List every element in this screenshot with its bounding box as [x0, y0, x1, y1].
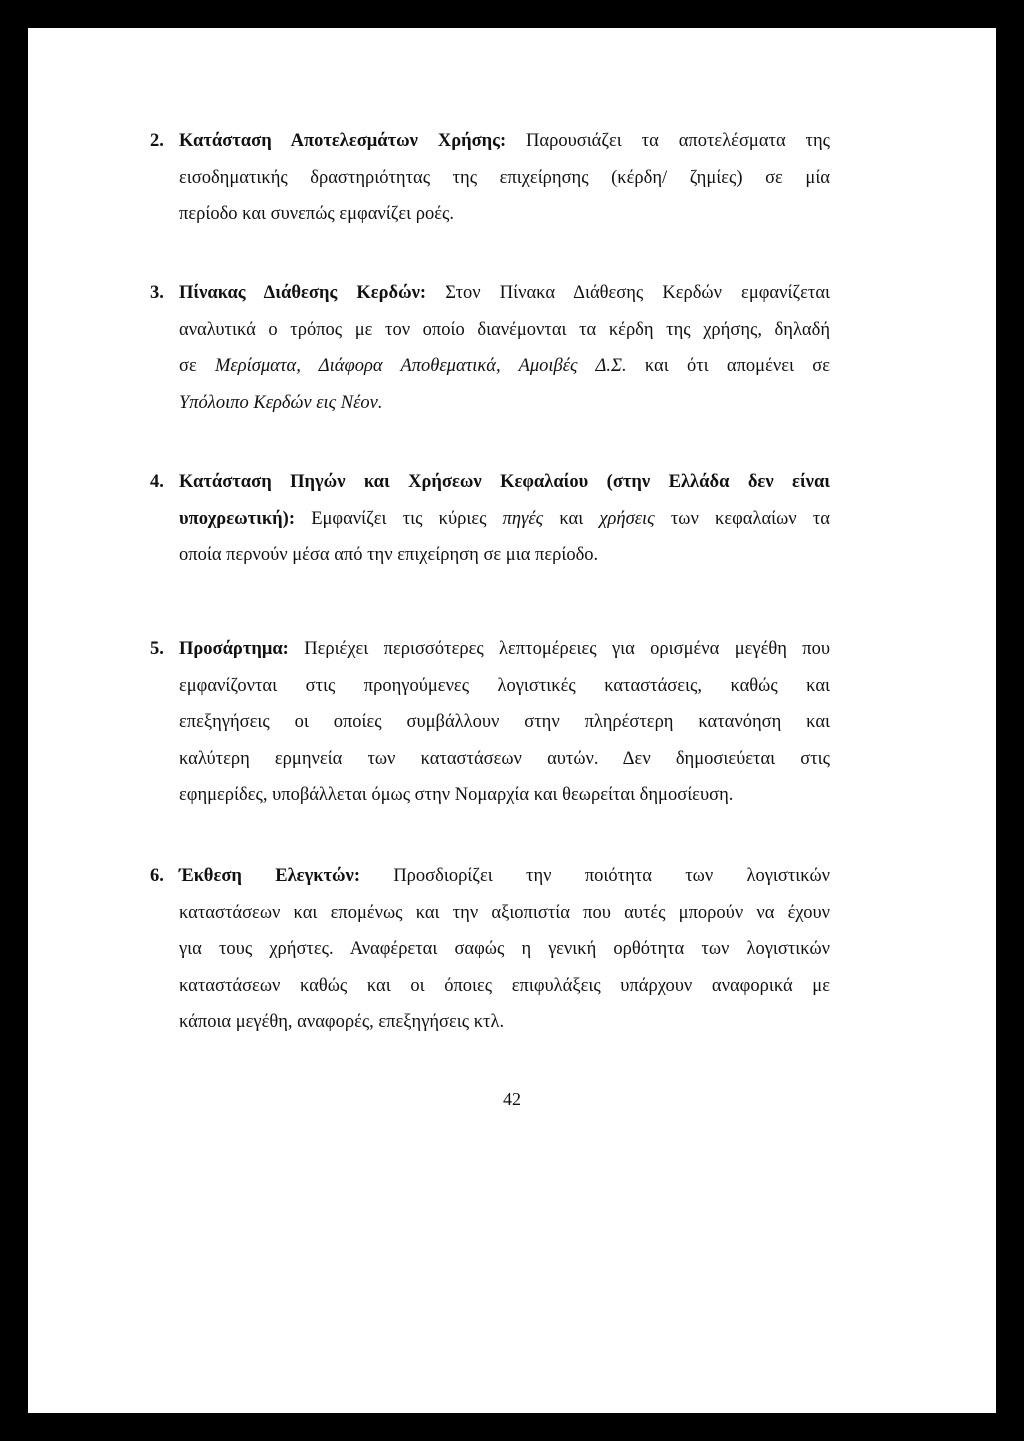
item-number: 6.: [150, 866, 164, 886]
line-text: σε: [179, 356, 216, 377]
line: [150, 631, 830, 668]
page-number: 42: [503, 1089, 521, 1109]
item-number: 3.: [150, 283, 164, 303]
document-page: [28, 28, 996, 1413]
item-text: Προσδιορίζει την ποιότητα των λογιστικών: [359, 866, 830, 886]
line: [150, 858, 830, 895]
line: για τους χρήστες. Αναφέρεται σαφώς η γενική ορθότητα των λογιστικών: [179, 939, 830, 960]
italic-text: πηγές: [502, 508, 544, 529]
item-heading: υποχρεωτική):: [179, 508, 295, 529]
section-item-5: [150, 631, 830, 814]
item-text: Στον Πίνακα Διάθεσης Κερδών εμφανίζεται: [426, 283, 830, 303]
section-item-6: [150, 858, 830, 1041]
line: [150, 501, 830, 538]
line: καταστάσεων και επομένως και την αξιοπιστία που αυτές μπορούν να έχουν: [179, 902, 830, 923]
line: [150, 464, 830, 501]
line: καλύτερη ερμηνεία των καταστάσεων αυτών. Δεν δημοσιεύεται στις: [179, 748, 830, 769]
section-item-2: [150, 123, 830, 233]
item-heading: Προσάρτημα:: [179, 639, 289, 659]
item-text: Παρουσιάζει τα αποτελέσματα της: [506, 131, 830, 151]
line: καταστάσεων καθώς και οι όποιες επιφυλάξεις υπάρχουν αναφορικά με: [179, 975, 830, 996]
line: εισοδηματικής δραστηριότητας της επιχείρησης (κέρδη/ ζημίες) σε μία: [179, 167, 830, 188]
item-heading: Πίνακας Διάθεσης Κερδών:: [179, 283, 427, 303]
line: [150, 275, 830, 312]
line-text: και ότι απομένει σε: [626, 356, 830, 377]
section-item-3: [150, 275, 830, 421]
section-item-4: [150, 464, 830, 574]
line: εφημερίδες, υποβάλλεται όμως στην Νομαρχία και θεωρείται δημοσίευση.: [179, 785, 734, 806]
line: περίοδο και συνεπώς εμφανίζει ροές.: [179, 204, 454, 225]
line-text: και: [543, 508, 600, 529]
line: επεξηγήσεις οι οποίες συμβάλλουν στην πληρέστερη κατανόηση και: [179, 712, 830, 733]
item-number: 5.: [150, 639, 164, 659]
italic-text: χρήσεις: [599, 508, 655, 529]
line: οποία περνούν μέσα από την επιχείρηση σε μια περίοδο.: [179, 545, 599, 566]
line: [150, 123, 830, 160]
item-number: 2.: [150, 131, 164, 151]
line: [150, 348, 830, 385]
line: κάποια μεγέθη, αναφορές, επεξηγήσεις κτλ.: [179, 1012, 505, 1033]
item-text: Περιέχει περισσότερες λεπτομέρειες για ορισμένα μεγέθη που: [288, 639, 830, 659]
line-text: Εμφανίζει τις κύριες: [295, 508, 503, 529]
line: εμφανίζονται στις προηγούμενες λογιστικές καταστάσεις, καθώς και: [179, 675, 830, 696]
line-text: των κεφαλαίων τα: [654, 508, 830, 529]
line: αναλυτικά ο τρόπος με τον οποίο διανέμονται τα κέρδη της χρήσης, δηλαδή: [179, 319, 830, 340]
item-heading: Έκθεση Ελεγκτών:: [179, 866, 360, 886]
item-heading: Κατάσταση Αποτελεσμάτων Χρήσης:: [179, 131, 507, 151]
line: Υπόλοιπο Κερδών εις Νέον.: [179, 392, 383, 413]
item-heading: Κατάσταση Πηγών και Χρήσεων Κεφαλαίου (στην Ελλάδα δεν είναι: [179, 472, 830, 492]
italic-text: Μερίσματα, Διάφορα Αποθεματικά, Αμοιβές Δ.Σ.: [215, 356, 627, 377]
item-number: 4.: [150, 472, 164, 492]
